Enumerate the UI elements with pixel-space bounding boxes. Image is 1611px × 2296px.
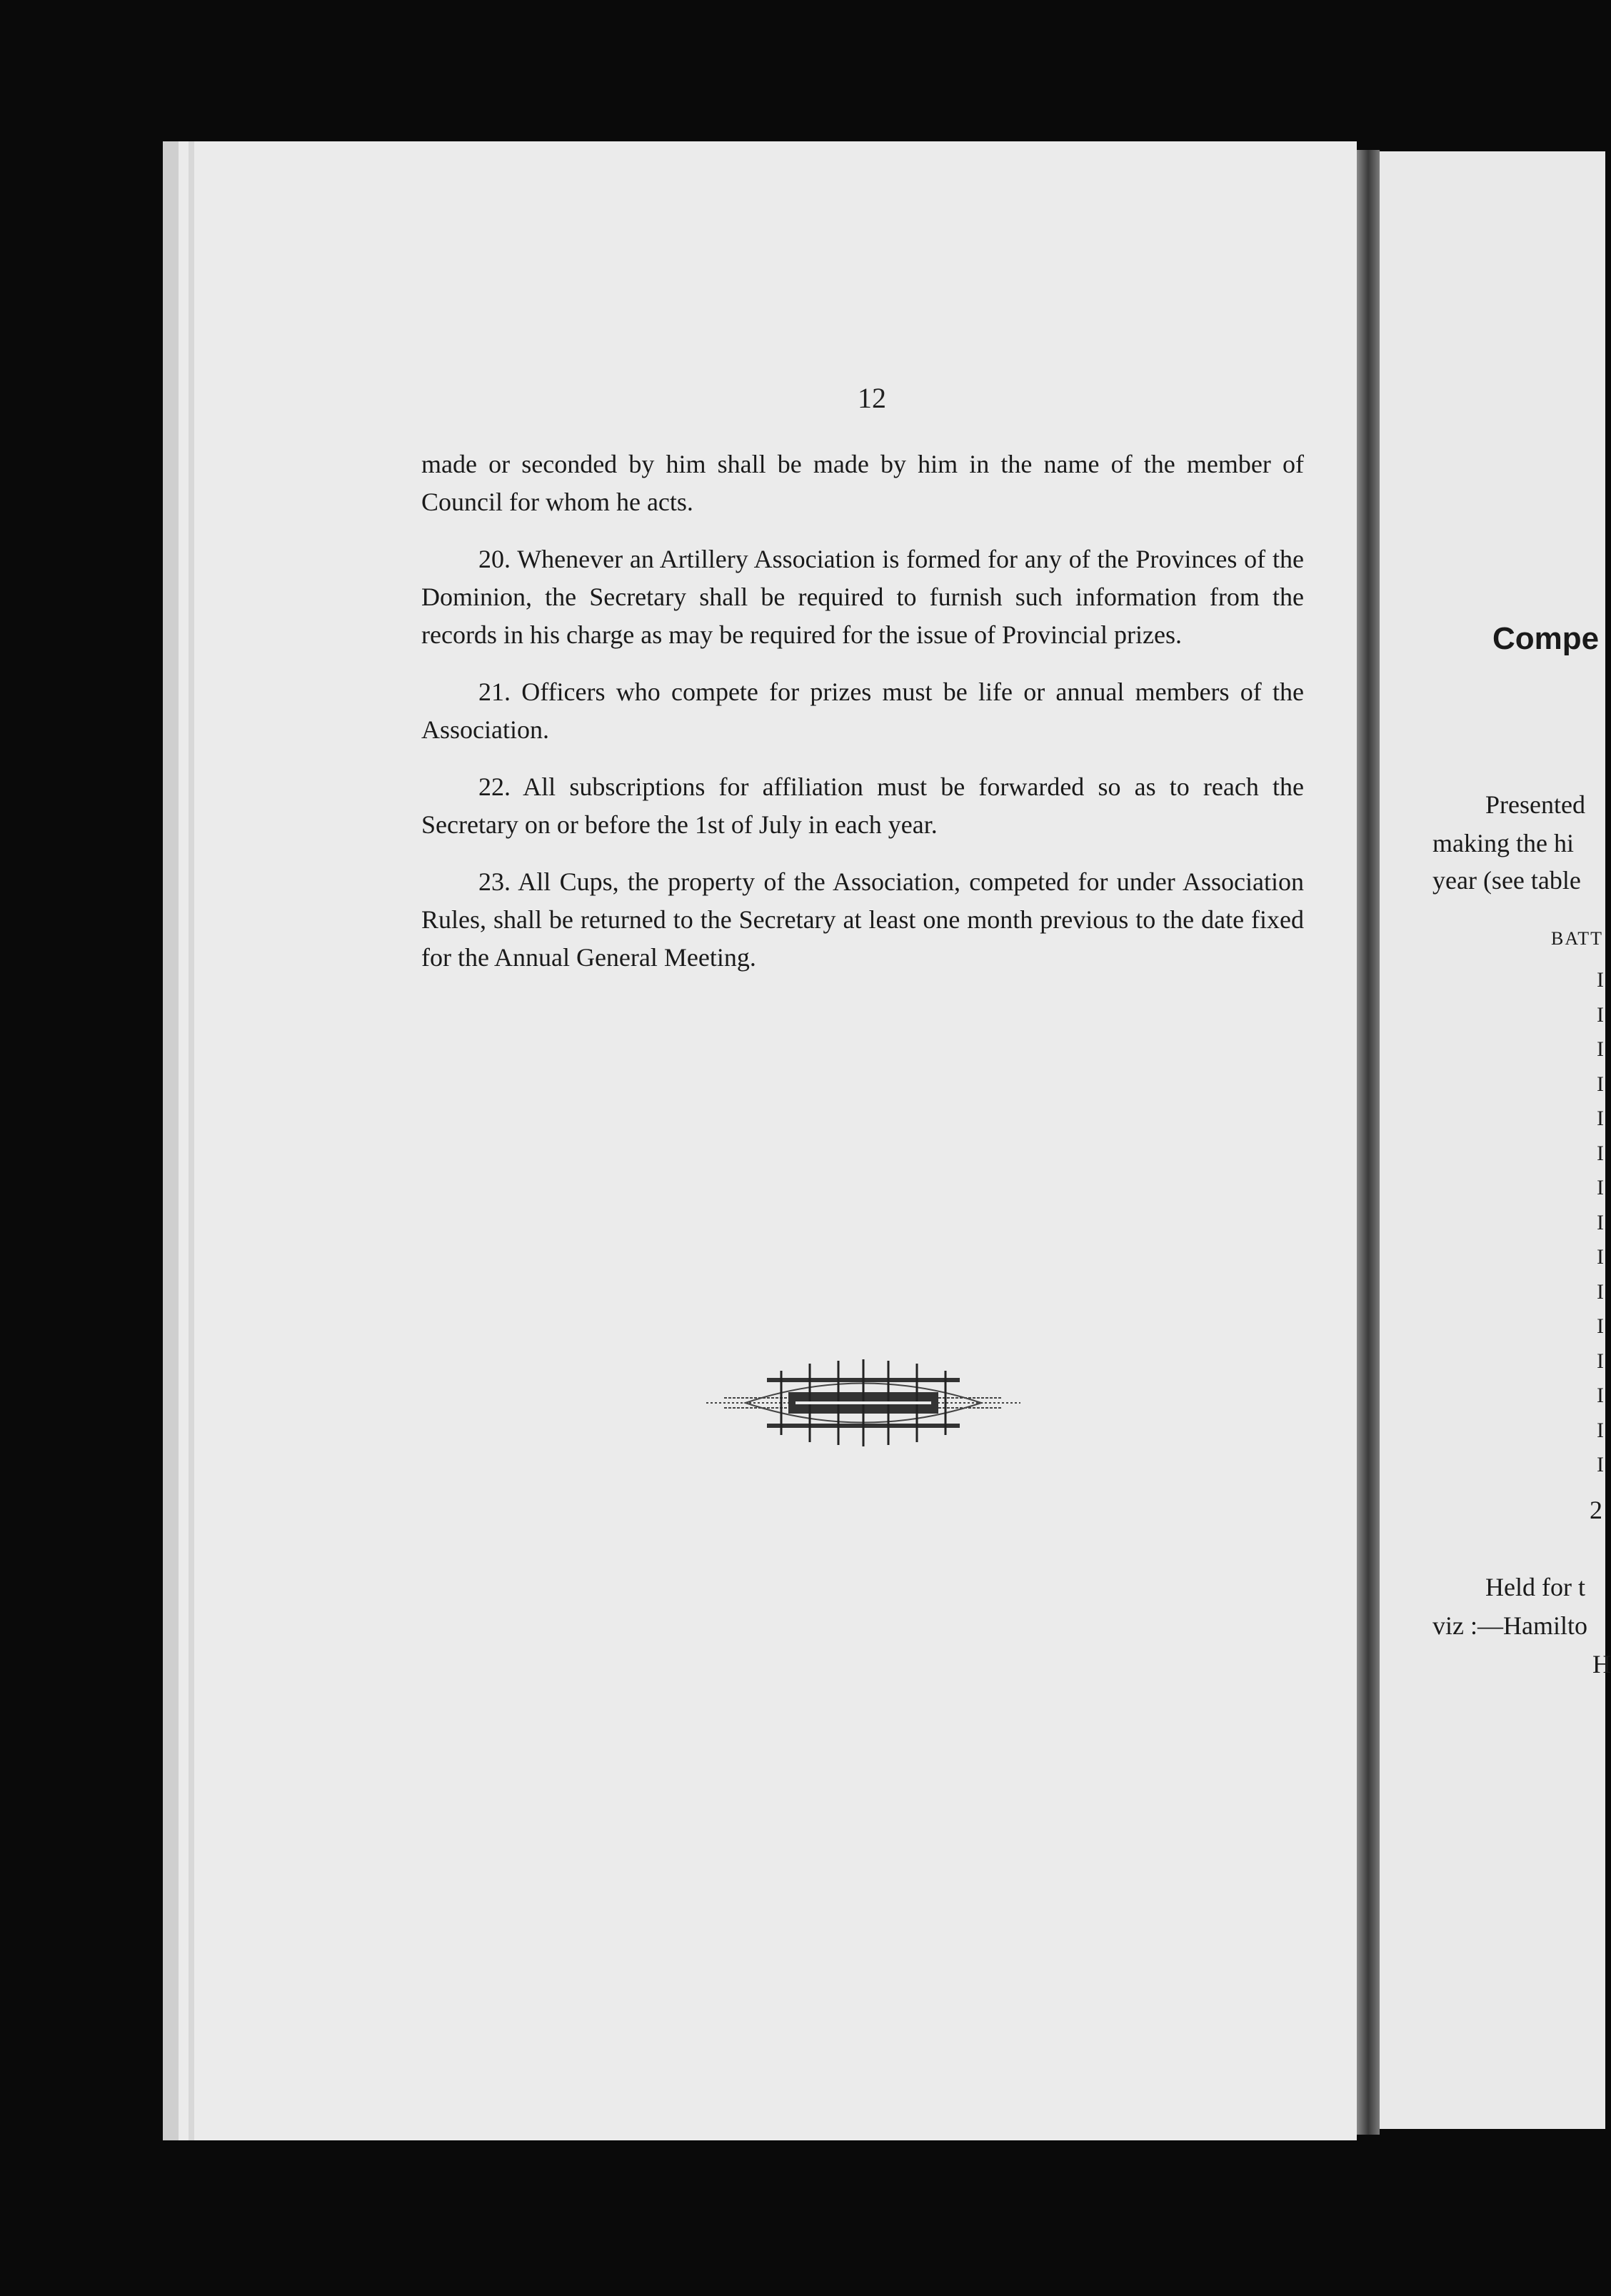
paragraph-continuation: made or seconded by him shall be made by him in the name of the member of Council for whom he acts. [421,450,1304,516]
right-page-list-item: I [1597,1245,1604,1269]
right-page-line-1: Presented [1485,790,1585,819]
right-page-list-item: I [1597,1279,1604,1304]
paragraph-22: 22. All subscriptions for affiliation must be forwarded so as to reach the Secretary on or before the 1st of July in each year. [421,772,1304,839]
paragraph-23: 23. All Cups, the property of the Association, competed for under Association Rules, shall be returned to the Secretary at least one month previous to the date fixed for the Annual General Meeting. [421,867,1304,972]
right-page-list-item: I [1597,1037,1604,1061]
right-page-list-item: I [1597,1072,1604,1096]
right-page-list-item: I [1597,1176,1604,1199]
right-page-held-line-1: Held for t [1485,1573,1585,1601]
page-number: 12 [858,382,886,414]
right-page-held-line-2: viz :—Hamilto [1432,1611,1587,1640]
right-page-list-item: I [1597,1314,1604,1338]
right-page-heading: Compe [1492,621,1600,656]
right-page-line-2: making the hi [1432,829,1574,857]
right-page-list-item: I [1597,1141,1604,1165]
right-page-list-item: I [1597,1453,1604,1476]
right-page-number-fragment: 2 [1590,1496,1602,1524]
right-page-list-item: I [1597,1107,1604,1130]
right-page [1380,151,1605,2129]
right-page-list-item: I [1597,968,1604,992]
right-page-held-line-3: H [1592,1650,1611,1678]
right-page-list-item: I [1597,1210,1604,1234]
right-page-list-item: I [1597,1002,1604,1027]
right-page-list-item: I [1597,1349,1604,1373]
paragraph-21: 21. Officers who compete for prizes must be life or annual members of the Association. [421,678,1304,744]
right-page-list-item: I [1597,1384,1604,1407]
body-text [421,445,1304,996]
right-page-column-header: BATT [1551,928,1603,949]
book-gutter [1357,150,1380,2135]
right-page-list-item: I [1597,1418,1604,1442]
paragraph-20: 20. Whenever an Artillery Association is formed for any of the Provinces of the Dominion, the Secretary shall be required to furnish such information from the records in his charge as may be required for the issue of Provincial prizes. [421,545,1304,649]
decorative-ornament-icon [703,1356,1024,1449]
right-page-line-3: year (see table [1432,866,1581,895]
left-page [163,141,1357,2140]
